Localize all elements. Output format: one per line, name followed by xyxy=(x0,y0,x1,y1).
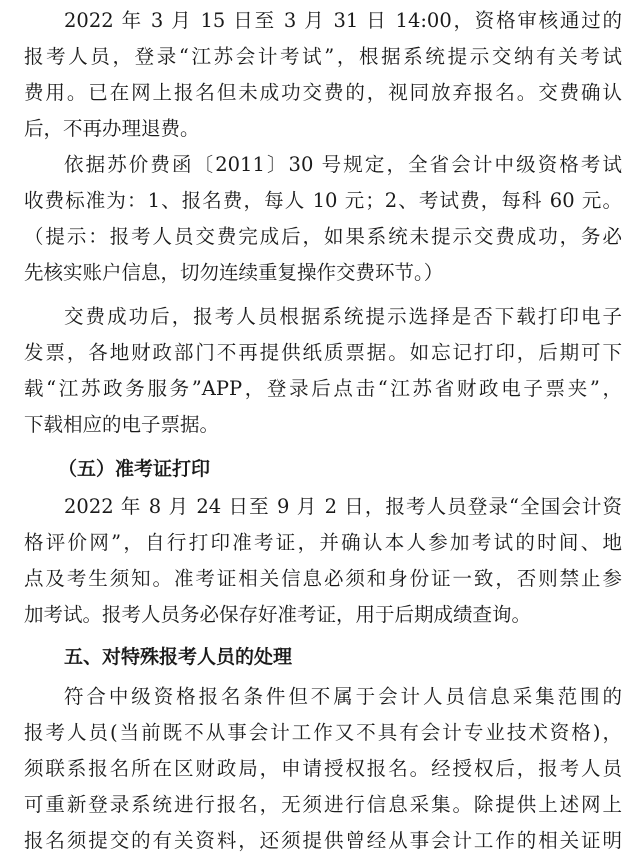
paragraph-3-line-3: 载“江苏政务服务”APP，登录后点击“江苏省财政电子票夹”， xyxy=(24,377,622,400)
paragraph-1-line-2: 报考人员，登录“江苏会计考试”，根据系统提示交纳有关考试 xyxy=(24,45,622,68)
section-heading-special-applicants: 五、对特殊报考人员的处理 xyxy=(64,646,293,668)
paragraph-5-line-4: 可重新登录系统进行报名，无须进行信息采集。除提供上述网上 xyxy=(24,793,622,816)
section-heading-admission-ticket: （五）准考证打印 xyxy=(58,458,211,480)
paragraph-3-line-1: 交费成功后，报考人员根据系统提示选择是否下载打印电子 xyxy=(64,305,622,328)
paragraph-2-line-1: 依据苏价费函〔2011〕30 号规定，全省会计中级资格考试 xyxy=(64,153,622,176)
paragraph-1-line-4: 后，不再办理退费。 xyxy=(24,117,200,140)
paragraph-5-line-1: 符合中级资格报名条件但不属于会计人员信息采集范围的 xyxy=(64,685,622,708)
paragraph-1-line-1: 2022 年 3 月 15 日至 3 月 31 日 14:00，资格审核通过的 xyxy=(64,9,622,32)
paragraph-3-line-4: 下载相应的电子票据。 xyxy=(24,413,220,436)
paragraph-4-line-4: 加考试。报考人员务必保存好准考证，用于后期成绩查询。 xyxy=(24,603,532,626)
paragraph-4-line-3: 点及考生须知。准考证相关信息必须和身份证一致，否则禁止参 xyxy=(24,567,622,590)
paragraph-5-line-2: 报考人员(当前既不从事会计工作又不具有会计专业技术资格)， xyxy=(24,721,622,744)
paragraph-5-line-5: 报名须提交的有关资料，还须提供曾经从事会计工作的相关证明 xyxy=(24,829,622,852)
paragraph-2-line-4: 先核实账户信息，切勿连续重复操作交费环节。） xyxy=(24,261,444,284)
paragraph-5-line-3: 须联系报名所在区财政局，申请授权报名。经授权后，报考人员 xyxy=(24,757,622,780)
paragraph-2-line-3: （提示：报考人员交费完成后，如果系统未提示交费成功，务必 xyxy=(24,225,622,248)
paragraph-2-line-2: 收费标准为：1、报名费，每人 10 元；2、考试费，每科 60 元。 xyxy=(24,189,622,212)
paragraph-3-line-2: 发票，各地财政部门不再提供纸质票据。如忘记打印，后期可下 xyxy=(24,341,622,364)
paragraph-1-line-3: 费用。已在网上报名但未成功交费的，视同放弃报名。交费确认 xyxy=(24,81,622,104)
paragraph-4-line-2: 格评价网”，自行打印准考证，并确认本人参加考试的时间、地 xyxy=(24,531,622,554)
paragraph-4-line-1: 2022 年 8 月 24 日至 9 月 2 日，报考人员登录“全国会计资 xyxy=(64,495,622,518)
